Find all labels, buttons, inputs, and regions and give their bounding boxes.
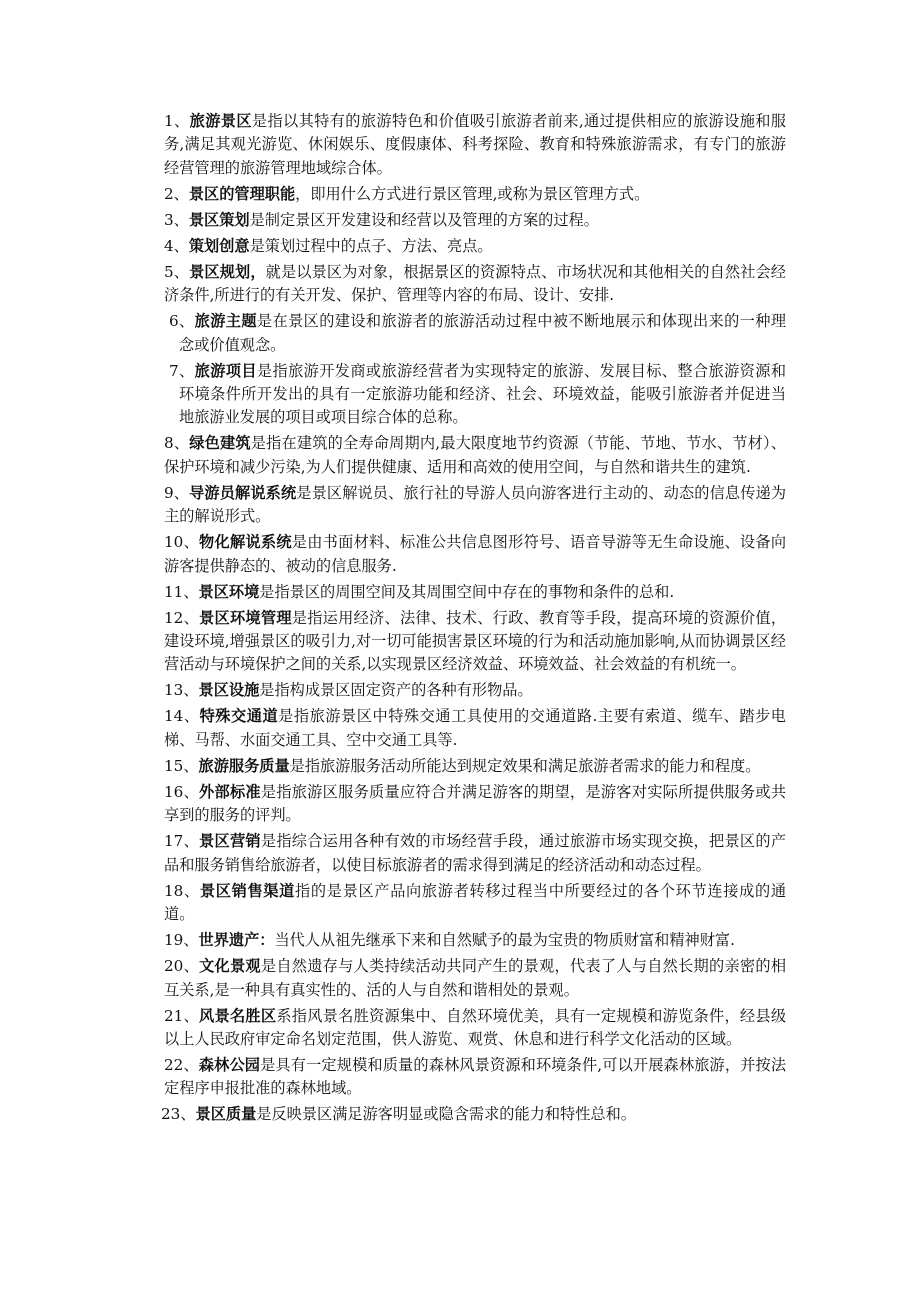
entry-definition: 是指旅游区服务质量应符合并满足游客的期望，是游客对实际所提供服务或共享到的服务的评判。 — [164, 782, 786, 825]
entry-number: 23、 — [161, 1105, 196, 1124]
entry-term: 绿色建筑 — [189, 434, 251, 453]
entry-3 — [164, 209, 786, 232]
entry-definition: 是指构成景区固定资产的各种有形物品。 — [259, 681, 533, 700]
entry-definition: 是指运用经济、法律、技术、行政、教育等手段，提高环境的资源价值，建设环境,增强景区的吸引力,对一切可能损害景区环境的行为和活动施加影响,从而协调景区经营活动与环境保护之间的关系,以实现景区经济效益、环境效益、社会效益的有机统一。 — [164, 608, 786, 674]
entry-number: 6、 — [169, 312, 195, 331]
entry-definition: 是指在建筑的全寿命周期内,最大限度地节约资源（节能、节地、节水、节材）、保护环境和减少污染,为人们提供健康、适用和高效的使用空间，与自然和谐共生的建筑. — [164, 434, 787, 476]
entry-number: 4、 — [164, 236, 189, 255]
entry-term: 景区销售渠道 — [199, 881, 296, 900]
entry-number: 11、 — [164, 582, 199, 601]
entry-term: 世界遗产： — [198, 931, 275, 950]
entry-number: 19、 — [164, 931, 199, 950]
entry-definition: 是反映景区满足游客明显或隐含需求的能力和特性总和。 — [256, 1105, 636, 1124]
entry-number: 16、 — [164, 782, 200, 801]
entry-term: 旅游主题 — [194, 312, 257, 331]
entry-number: 17、 — [164, 832, 200, 851]
entry-18 — [164, 880, 786, 927]
entry-number: 7、 — [169, 361, 195, 380]
entry-number: 5、 — [164, 262, 190, 281]
entry-15 — [164, 755, 786, 778]
entry-term: 旅游服务质量 — [198, 756, 290, 775]
entry-definition: 是具有一定规模和质量的森林风景资源和环境条件,可以开展森林旅游，并按法定程序申报批准的森林地域。 — [164, 1055, 787, 1098]
entry-5 — [164, 261, 786, 308]
entry-number: 1、 — [164, 112, 190, 130]
entry-22 — [164, 1054, 786, 1101]
entry-definition: 系指风景名胜资源集中、自然环境优美，具有一定规模和游览条件，经县级以上人民政府审定命名划定范围，供人游览、观赏、休息和进行科学文化活动的区域。 — [164, 1006, 786, 1048]
entry-definition: 是由书面材料、标准公共信息图形符号、语音导游等无生命设施、设备向游客提供静态的、被动的信息服务. — [164, 533, 786, 575]
entry-14 — [164, 705, 786, 752]
entry-number: 10、 — [164, 533, 200, 552]
entry-definition: 是制定景区开发建设和经营以及管理的方案的过程。 — [249, 210, 599, 229]
document-body — [161, 110, 787, 1129]
entry-23 — [161, 1103, 786, 1126]
entry-number: 20、 — [164, 957, 200, 976]
entry-number: 2、 — [164, 184, 189, 203]
entry-term: 景区规划， — [189, 262, 266, 281]
entry-number: 12、 — [164, 608, 200, 627]
entry-21 — [164, 1005, 786, 1052]
entry-definition: 指的是景区产品向旅游者转移过程当中所要经过的各个环节连接成的通道。 — [164, 881, 787, 924]
entry-number: 21、 — [164, 1006, 200, 1025]
entry-11 — [164, 581, 786, 604]
entry-definition: 是指旅游开发商或旅游经营者为实现特定的旅游、发展目标、整合旅游资源和环境条件所开发出的具有一定旅游功能和经济、社会、环境效益，能吸引旅游者并促进当地旅游业发展的项目或项目综合体的总称。 — [179, 361, 787, 427]
entry-definition: 是自然遗存与人类持续活动共同产生的景观，代表了人与自然长期的亲密的相互关系,是一种具有真实性的、活的人与自然和谐相处的景观。 — [164, 957, 786, 999]
entry-19 — [164, 929, 786, 952]
entry-number: 14、 — [164, 707, 200, 726]
entry-17 — [164, 830, 786, 877]
entry-number: 13、 — [164, 681, 199, 700]
entry-6 — [169, 310, 786, 357]
entry-definition: 是在景区的建设和旅游者的旅游活动过程中被不断地展示和体现出来的一种理念或价值观念。 — [179, 312, 787, 354]
entry-13 — [164, 679, 786, 702]
entry-term: 旅游景区 — [189, 112, 252, 130]
entry-16 — [164, 781, 786, 828]
entry-term: 外部标准 — [199, 782, 261, 801]
entry-number: 15、 — [164, 756, 199, 775]
entry-term: 景区营销 — [199, 832, 261, 851]
entry-7 — [169, 360, 786, 430]
entry-definition: 是指以其特有的旅游特色和价值吸引旅游者前来,通过提供相应的旅游设施和服务,满足其观光游览、休闲娱乐、度假康体、科考探险、教育和特殊旅游需求，有专门的旅游经营管理的旅游管理地域综合体。 — [164, 112, 787, 177]
entry-2 — [164, 183, 786, 206]
entry-definition: ，即用什么方式进行景区管理,或称为景区管理方式。 — [295, 184, 650, 203]
entry-term: 策划创意 — [188, 236, 250, 255]
entry-term: 旅游项目 — [194, 361, 257, 380]
entry-term: 景区环境 — [198, 582, 260, 601]
entry-definition: 是指旅游景区中特殊交通工具使用的交通道路.主要有索道、缆车、踏步电梯、马帮、水面交通工具、空中交通工具等. — [164, 707, 786, 749]
entry-1 — [164, 110, 786, 180]
entry-term: 景区策划 — [188, 210, 250, 229]
entry-term: 导游员解说系统 — [189, 483, 297, 502]
entry-term: 景区设施 — [198, 681, 260, 700]
entry-definition: 是指景区的周围空间及其周围空间中存在的事物和条件的总和. — [259, 582, 675, 601]
entry-definition: 是景区解说员、旅行社的导游人员向游客进行主动的、动态的信息传递为主的解说形式。 — [164, 483, 787, 526]
entry-12 — [164, 607, 786, 677]
entry-term: 景区质量 — [195, 1105, 257, 1124]
entry-8 — [164, 432, 786, 479]
entry-4 — [164, 235, 786, 258]
entry-definition: 当代人从祖先继承下来和自然赋予的最为宝贵的物质财富和精神财富. — [274, 931, 735, 950]
entry-term: 风景名胜区 — [199, 1006, 277, 1025]
entry-term: 物化解说系统 — [199, 533, 292, 552]
entry-9 — [164, 482, 786, 529]
entry-number: 22、 — [164, 1055, 199, 1074]
entry-number: 8、 — [164, 434, 190, 453]
entry-definition: 是指旅游服务活动所能达到规定效果和满足旅游者需求的能力和程度。 — [289, 756, 761, 775]
entry-definition: 就是以景区为对象，根据景区的资源特点、市场状况和其他相关的自然社会经济条件,所进行的有关开发、保护、管理等内容的布局、设计、安排. — [164, 262, 786, 305]
entry-number: 9、 — [164, 483, 190, 502]
entry-number: 3、 — [164, 210, 189, 229]
entry-20 — [164, 955, 786, 1002]
entry-10 — [164, 531, 786, 578]
entry-term: 森林公园 — [198, 1055, 261, 1074]
entry-term: 特殊交通道 — [199, 707, 279, 726]
entry-number: 18、 — [164, 881, 200, 900]
entry-term: 景区环境管理 — [199, 608, 292, 627]
entry-definition: 是策划过程中的点子、方法、亮点。 — [249, 236, 493, 255]
entry-term: 文化景观 — [199, 957, 261, 976]
entry-definition: 是指综合运用各种有效的市场经营手段，通过旅游市场实现交换，把景区的产品和服务销售给旅游者，以使目标旅游者的需求得到满足的经济活动和动态过程。 — [164, 832, 786, 874]
entry-term: 景区的管理职能 — [188, 184, 296, 203]
